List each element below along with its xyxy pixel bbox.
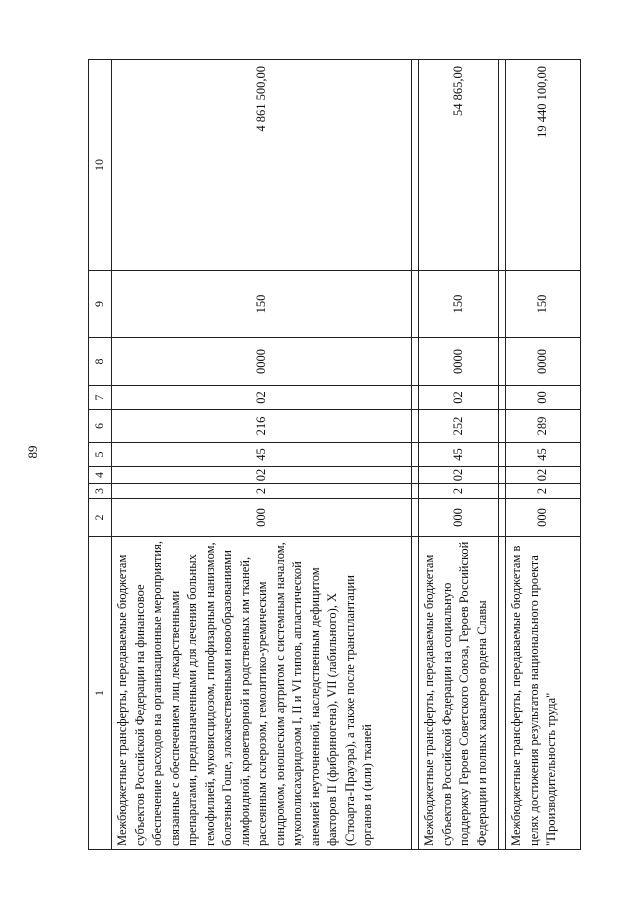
code-cell: 02 (506, 467, 581, 484)
table-spacer-row (412, 60, 419, 850)
code-cell: 000 (419, 499, 499, 537)
code-cell: 02 (419, 467, 499, 484)
amount-cell: 19 440 100,00 (506, 60, 581, 271)
code-cell: 02 (112, 467, 412, 484)
row-description: Межбюджетные трансферты, передаваемые бюджетам в целях достижения результатов национального проекта "Производительность труда" (506, 537, 581, 850)
header-cell: 9 (89, 271, 112, 338)
code-cell: 150 (506, 271, 581, 338)
table-row (112, 60, 412, 850)
code-cell: 02 (419, 386, 499, 410)
page-number-text: 89 (25, 445, 40, 459)
code-cell: 02 (112, 386, 412, 410)
code-cell: 0000 (419, 338, 499, 386)
header-cell: 5 (89, 443, 112, 467)
header-cell: 2 (89, 499, 112, 537)
header-cell: 3 (89, 484, 112, 499)
code-cell: 2 (112, 484, 412, 499)
table-spacer-row (499, 60, 506, 850)
table-row (419, 60, 499, 850)
code-cell: 0000 (112, 338, 412, 386)
header-cell: 10 (89, 60, 112, 271)
row-description: Межбюджетные трансферты, передаваемые бюджетам субъектов Российской Федерации на финансовое обеспечение расходов на организационные мероприятия, связанные с обеспечением лиц лекарственными препаратами, предназначенными для лечения больных гемофилией, муковисцидозом, гипофизарным нанизмом, болезнью Гоше, злокачественными новообразованиями лимфоидной, кроветворной и родственных им тканей, рассеянным склерозом, гемолитико-уремическим синдромом, юношеским артритом с системным началом, мукополисахаридозом I, II и VI типов, апластической анемией неуточненной, наследственным дефицитом факторов II (фибриногена), VII (лабильного), X (Стюарта-Прауэра), а также после трансплантации органов и (или) тканей (112, 537, 412, 850)
code-cell: 000 (506, 499, 581, 537)
amount-cell: 4 861 500,00 (112, 60, 412, 271)
code-cell: 252 (419, 410, 499, 443)
code-cell: 000 (112, 499, 412, 537)
code-cell: 0000 (506, 338, 581, 386)
code-cell: 00 (506, 386, 581, 410)
code-cell: 2 (506, 484, 581, 499)
table-row (506, 60, 581, 850)
code-cell: 2 (419, 484, 499, 499)
code-cell: 45 (112, 443, 412, 467)
code-cell: 150 (112, 271, 412, 338)
header-cell: 6 (89, 410, 112, 443)
code-cell: 150 (419, 271, 499, 338)
header-cell: 7 (89, 386, 112, 410)
code-cell: 216 (112, 410, 412, 443)
code-cell: 289 (506, 410, 581, 443)
code-cell: 45 (419, 443, 499, 467)
header-cell: 8 (89, 338, 112, 386)
row-description: Межбюджетные трансферты, передаваемые бюджетам субъектов Российской Федерации на социальную поддержку Героев Советского Союза, Героев Российской Федерации и полных кавалеров ордена Славы (419, 537, 499, 850)
table-header-row (89, 60, 112, 850)
rotated-table-wrapper (88, 60, 571, 850)
code-cell: 45 (506, 443, 581, 467)
header-cell: 1 (89, 537, 112, 850)
header-cell: 4 (89, 467, 112, 484)
amount-cell: 54 865,00 (419, 60, 499, 271)
budget-table (88, 59, 581, 850)
